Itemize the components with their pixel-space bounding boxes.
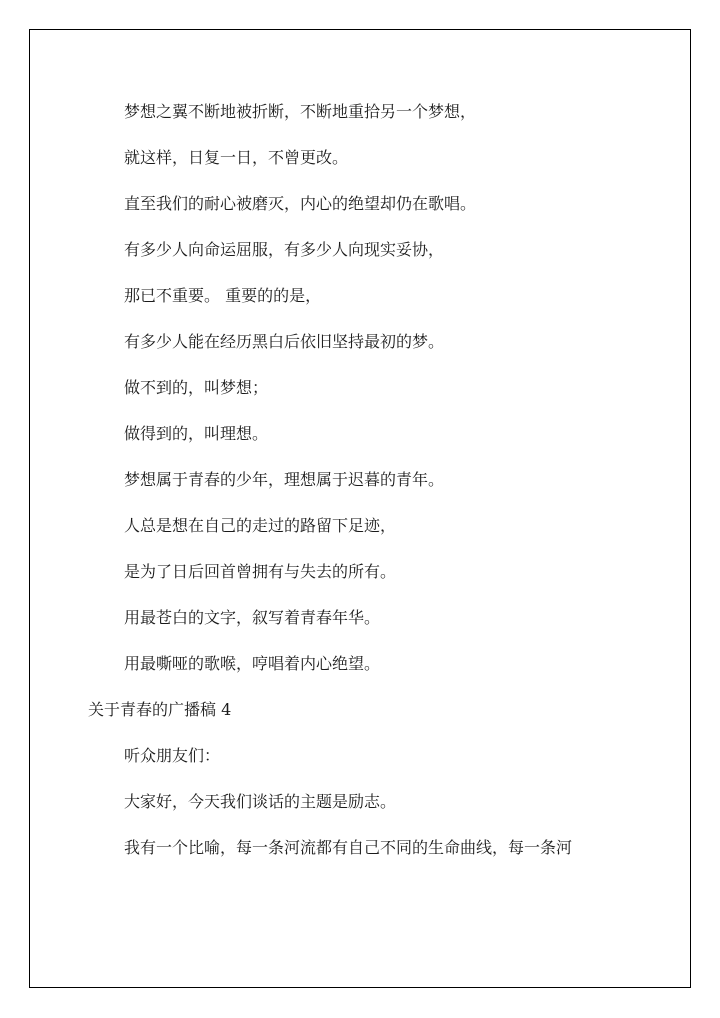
paragraph: 我有一个比喻，每一条河流都有自己不同的生命曲线，每一条河 xyxy=(124,838,573,857)
paragraph: 有多少人能在经历黑白后依旧坚持最初的梦。 xyxy=(124,332,445,351)
paragraph: 就这样，日复一日，不曾更改。 xyxy=(124,148,349,167)
paragraph: 做不到的，叫梦想； xyxy=(124,378,269,397)
paragraph: 用最苍白的文字，叙写着青春年华。 xyxy=(124,608,381,627)
paragraph: 做得到的，叫理想。 xyxy=(124,424,269,443)
paragraph: 有多少人向命运屈服，有多少人向现实妥协， xyxy=(124,240,445,259)
paragraph: 那已不重要。 重要的的是， xyxy=(124,286,322,305)
paragraph: 听众朋友们： xyxy=(124,746,221,765)
paragraph: 大家好，今天我们谈话的主题是励志。 xyxy=(124,792,397,811)
paragraph: 梦想之翼不断地被折断，不断地重拾另一个梦想， xyxy=(124,102,477,121)
paragraph: 用最嘶哑的歌喉，哼唱着内心绝望。 xyxy=(124,654,381,673)
section-heading: 关于青春的广播稿 4 xyxy=(88,700,232,719)
paragraph: 梦想属于青春的少年，理想属于迟暮的青年。 xyxy=(124,470,445,489)
paragraph: 人总是想在自己的走过的路留下足迹， xyxy=(124,516,397,535)
paragraph: 直至我们的耐心被磨灭，内心的绝望却仍在歌唱。 xyxy=(124,194,477,213)
paragraph: 是为了日后回首曾拥有与失去的所有。 xyxy=(124,562,397,581)
